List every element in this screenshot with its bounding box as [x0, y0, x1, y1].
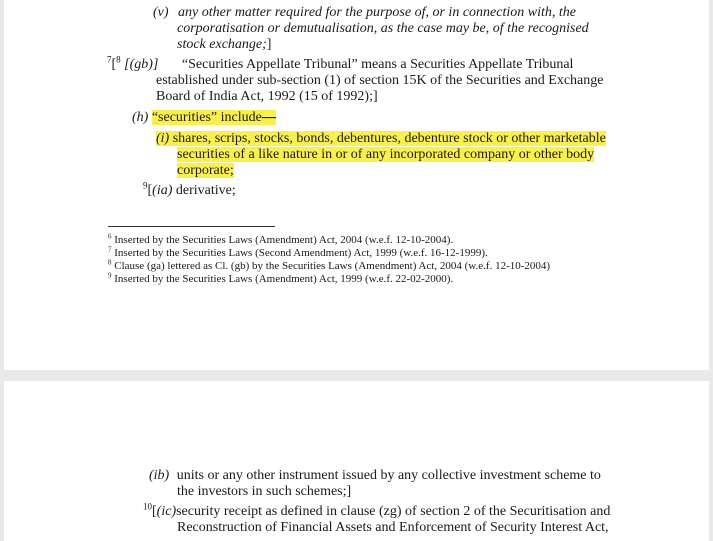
clause-ib-line-1: (ib) units or any other instrument issued by any collective investment scheme to: [149, 468, 601, 483]
clause-gb-line-2: established under sub-section (1) of section 15K of the Securities and Exchange: [156, 73, 604, 88]
footnote-7: $^7$ Inserted by the Securities Laws (Second Amendment) Act, 1999 (w.e.f. 16-12-1999).: [108, 245, 488, 259]
clause-gb-line-3: Board of India Act, 1992 (15 of 1992);]: [156, 89, 378, 104]
clause-h-marker: (h): [132, 110, 149, 125]
clause-ic-marker: (ic): [156, 504, 177, 519]
footnote-ref-9[interactable]: 9: [143, 180, 148, 191]
clause-h-highlight[interactable]: “securities” include—: [151, 110, 276, 125]
footnote-ref-8[interactable]: 8: [116, 54, 121, 65]
footnote-9: $^9$ Inserted by the Securities Laws (Amendment) Act, 1999 (w.e.f. 22-02-2000).: [108, 271, 454, 285]
footnote-separator: [108, 226, 275, 227]
clause-ic-line-2: Reconstruction of Financial Assets and Enforcement of Security Interest Act,: [177, 520, 609, 535]
clause-v-line-1: (v) any other matter required for the purpose of, or in connection with, the: [153, 5, 576, 20]
clause-i-line-3[interactable]: corporate;: [177, 163, 234, 178]
clause-v-line-2: corporatisation or demutualisation, as the case may be, of the recognised: [177, 21, 589, 36]
clause-ib-line-2: the investors in such schemes;]: [177, 484, 352, 499]
clause-gb-marker: [(gb)]: [124, 57, 159, 72]
clause-ic-line-1: $^{10}$[(ic)security receipt as defined in clause (zg) of section 2 of the Securitisation and: [143, 501, 611, 519]
document-page-1: [4, 0, 709, 370]
clause-h: [132, 109, 276, 126]
clause-i-line-1[interactable]: (i) shares, scrips, stocks, bonds, debentures, debenture stock or other marketable: [156, 131, 606, 146]
clause-gb-line-1: $^7$[$^8$ [(gb)] “Securities Appellate Tribunal” means a Securities Appellate Tribunal: [107, 54, 574, 72]
clause-ia: $^9$[(ia) derivative;: [143, 180, 236, 198]
document-page-2: [4, 381, 709, 541]
clause-ib-marker: (ib): [149, 468, 170, 483]
footnote-ref-10[interactable]: 10: [143, 501, 152, 512]
clause-i-line-2[interactable]: securities of a like nature in or of any incorporated company or other body: [177, 147, 595, 162]
footnote-ref-7[interactable]: 7: [107, 54, 112, 65]
footnote-8: $^8$ Clause (ga) lettered as Cl. (gb) by the Securities Laws (Amendment) Act, 2004 (w.e.f. 12-10-2004): [108, 258, 551, 272]
clause-ia-marker: (ia): [152, 183, 173, 198]
clause-i-marker: (i): [156, 131, 170, 146]
clause-v-line-3: stock exchange;]: [177, 37, 272, 52]
clause-v-marker: (v): [153, 5, 169, 20]
footnote-6: $^6$ Inserted by the Securities Laws (Amendment) Act, 2004 (w.e.f. 12-10-2004).: [108, 232, 454, 246]
